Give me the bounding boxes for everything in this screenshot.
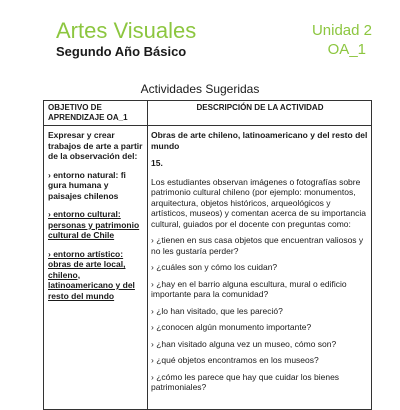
- objective-intro: Expresar y crear trabajos de arte a partir de la observación del:: [48, 130, 143, 161]
- question-item: › ¿conocen algún monumento importante?: [151, 322, 312, 332]
- grade-subtitle: Segundo Año Básico: [56, 44, 187, 59]
- question-item: › ¿han visitado alguna vez un museo, cómo son?: [151, 338, 337, 349]
- activity-title: Obras de arte chileno, latinoamericano y del resto del mundo: [151, 130, 368, 151]
- question-item: › ¿hay en el barrio alguna escultura, mural o edificio importante para la comunidad?: [151, 278, 347, 299]
- activity-number: 15.: [151, 158, 163, 168]
- objective-code: OA_1: [327, 41, 366, 58]
- objective-item-artistic: › entorno artístico: obras de arte local, chileno, latinoamericano y del resto del mundo: [48, 248, 135, 301]
- question-item: › ¿lo han visitado, que les pareció?: [151, 305, 283, 316]
- subject-title: Artes Visuales: [56, 18, 197, 43]
- description-cell: [151, 130, 369, 393]
- section-title: Actividades Sugeridas: [140, 82, 260, 96]
- objective-column-header: OBJETIVO DE APRENDIZAJE OA_1: [48, 103, 128, 122]
- unit-label: Unidad 2: [311, 22, 372, 39]
- question-item: › ¿cuáles son y cómo los cuidan?: [151, 262, 278, 272]
- description-column-header: DESCRIPCIÓN DE LA ACTIVIDAD: [196, 103, 324, 112]
- question-item: › ¿tienen en sus casa objetos que encuentran valiosos y no les gustaría perder?: [151, 235, 364, 256]
- column-divider: [147, 101, 148, 409]
- question-item: › ¿cómo les parece que hay que cuidar los bienes patrimoniales?: [151, 371, 340, 392]
- header-divider: [44, 125, 371, 126]
- objective-item-cultural: › entorno cultural: personas y patrimonio cultural de Chile: [48, 209, 140, 240]
- objective-cell: [48, 130, 144, 309]
- activity-description: Los estudiantes observan imágenes o fotografías sobre patrimonio cultural chileno (por ejemplo: monumentos, arquitectura, objetos históricos, arqueológicos y artísticos, museos) y comentan acerca de su importancia cultural, guiados por el docente con preguntas como:: [151, 176, 366, 229]
- question-item: › ¿qué objetos encontramos en los museos?: [151, 355, 319, 365]
- objective-item-natural: › entorno natural: fi gura humana y paisajes chilenos: [48, 169, 126, 201]
- activity-table: [43, 100, 372, 410]
